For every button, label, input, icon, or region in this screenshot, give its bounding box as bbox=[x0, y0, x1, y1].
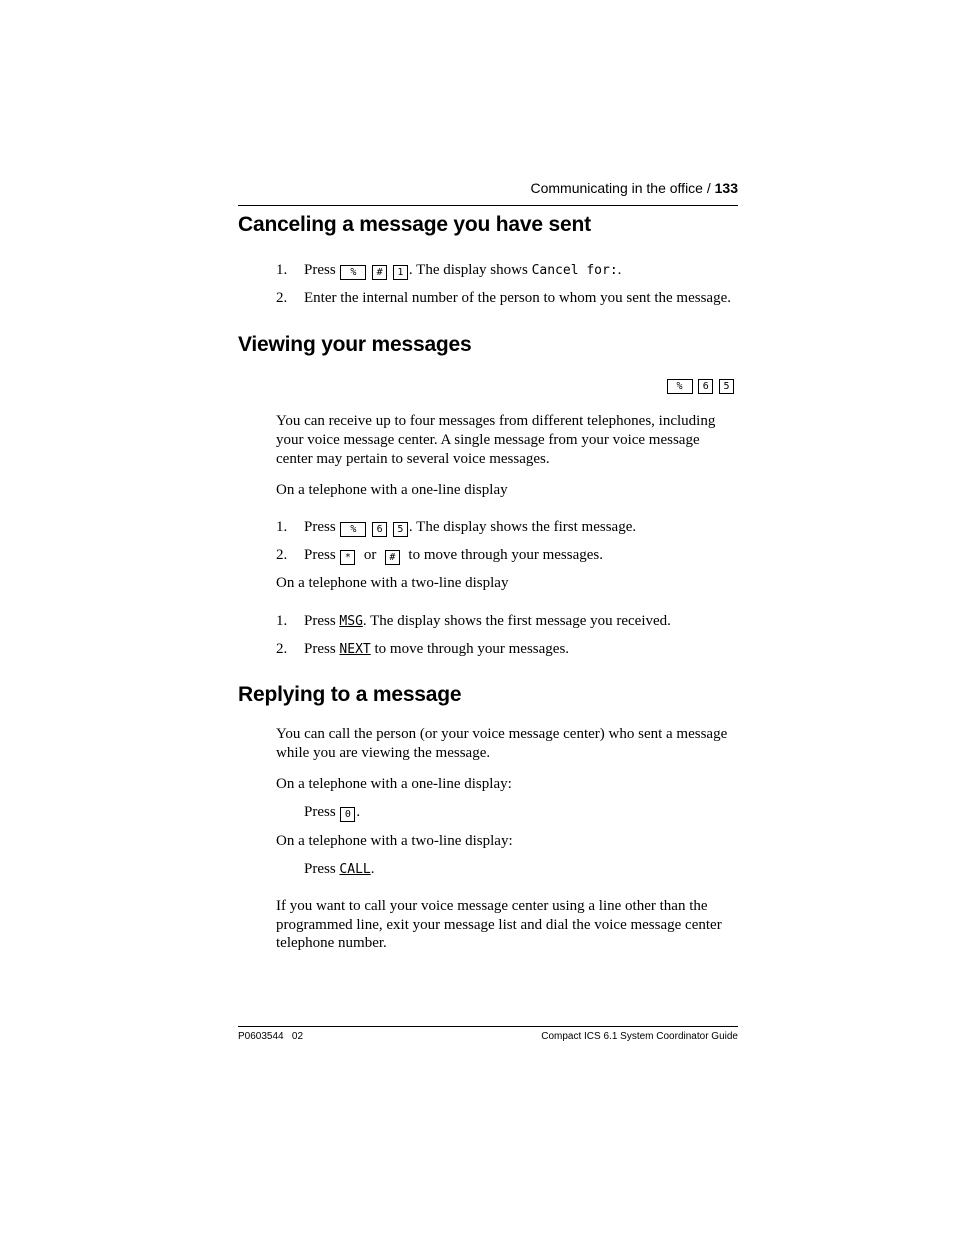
call-softkey: CALL bbox=[339, 862, 371, 877]
two-line-label: On a telephone with a two-line display bbox=[276, 575, 509, 591]
zero-key-icon: 0 bbox=[340, 807, 355, 822]
view-one-line-step-2 bbox=[304, 546, 603, 565]
period: . bbox=[356, 804, 361, 820]
section-title-canceling: Canceling a message you have sent bbox=[238, 213, 591, 236]
step-text: to move through your messages. bbox=[408, 547, 603, 563]
pound-key-icon: # bbox=[385, 550, 400, 565]
page-number: 133 bbox=[714, 180, 738, 196]
footer-rule bbox=[238, 1026, 738, 1027]
step-number: 1. bbox=[276, 262, 288, 278]
view-one-line-step-1 bbox=[304, 518, 636, 537]
feature-code-keys bbox=[666, 375, 736, 394]
section-title-viewing: Viewing your messages bbox=[238, 333, 472, 356]
viewing-intro: You can receive up to four messages from different telephones, including your voice message center. A single message from your voice message center may pertain to several voice messages. bbox=[276, 413, 716, 467]
press-label: Press bbox=[304, 262, 336, 278]
cancel-step-2: Enter the internal number of the person to whom you sent the message. bbox=[304, 290, 731, 306]
step-text: . The display shows the first message you received. bbox=[362, 613, 671, 629]
star-key-icon: * bbox=[340, 550, 355, 565]
reply-one-line-instruction bbox=[304, 803, 360, 822]
press-label: Press bbox=[304, 613, 336, 629]
running-header bbox=[530, 180, 738, 196]
step-number: 1. bbox=[276, 519, 288, 535]
step-number: 1. bbox=[276, 613, 288, 629]
reply-intro: You can call the person (or your voice message center) who sent a message while you are viewing the message. bbox=[276, 726, 728, 761]
period: . bbox=[617, 262, 622, 278]
step-number: 2. bbox=[276, 290, 288, 306]
period: . bbox=[370, 861, 375, 877]
header-rule bbox=[238, 205, 738, 206]
step-text: to move through your messages. bbox=[374, 641, 570, 657]
feature-key-icon: % bbox=[340, 522, 366, 537]
or-label: or bbox=[363, 547, 377, 563]
digit-key-icon: 6 bbox=[372, 522, 387, 537]
footer-doc-number: P0603544 02 bbox=[238, 1031, 304, 1042]
press-label: Press bbox=[304, 861, 336, 877]
one-line-label: On a telephone with a one-line display bbox=[276, 482, 508, 498]
press-label: Press bbox=[304, 547, 336, 563]
next-softkey: NEXT bbox=[339, 642, 371, 657]
digit-key-icon: 6 bbox=[698, 379, 713, 394]
pound-key-icon: # bbox=[372, 265, 387, 280]
digit-key-icon: 1 bbox=[393, 265, 408, 280]
step-text: . The display shows the first message. bbox=[408, 519, 637, 535]
digit-key-icon: 5 bbox=[393, 522, 408, 537]
reply-two-line-instruction bbox=[304, 860, 374, 879]
reply-two-line-label: On a telephone with a two-line display: bbox=[276, 833, 513, 849]
cancel-step-1 bbox=[304, 261, 621, 280]
reply-one-line-label: On a telephone with a one-line display: bbox=[276, 776, 512, 792]
step-number: 2. bbox=[276, 641, 288, 657]
press-label: Press bbox=[304, 804, 336, 820]
feature-key-icon: % bbox=[340, 265, 366, 280]
header-section: Communicating in the office / bbox=[530, 180, 711, 196]
digit-key-icon: 5 bbox=[719, 379, 734, 394]
step-number: 2. bbox=[276, 547, 288, 563]
step-text: . The display shows bbox=[408, 262, 528, 278]
display-text: Cancel for: bbox=[531, 263, 618, 278]
press-label: Press bbox=[304, 641, 336, 657]
view-two-line-step-1 bbox=[304, 612, 671, 631]
section-title-replying: Replying to a message bbox=[238, 683, 462, 706]
msg-softkey: MSG bbox=[339, 614, 363, 629]
reply-outro: If you want to call your voice message center using a line other than the programmed line, exit your message list and dial the voice message center telephone number. bbox=[276, 898, 722, 951]
feature-key-icon: % bbox=[667, 379, 693, 394]
press-label: Press bbox=[304, 519, 336, 535]
view-two-line-step-2 bbox=[304, 640, 569, 659]
footer-guide-title: Compact ICS 6.1 System Coordinator Guide bbox=[541, 1031, 738, 1042]
